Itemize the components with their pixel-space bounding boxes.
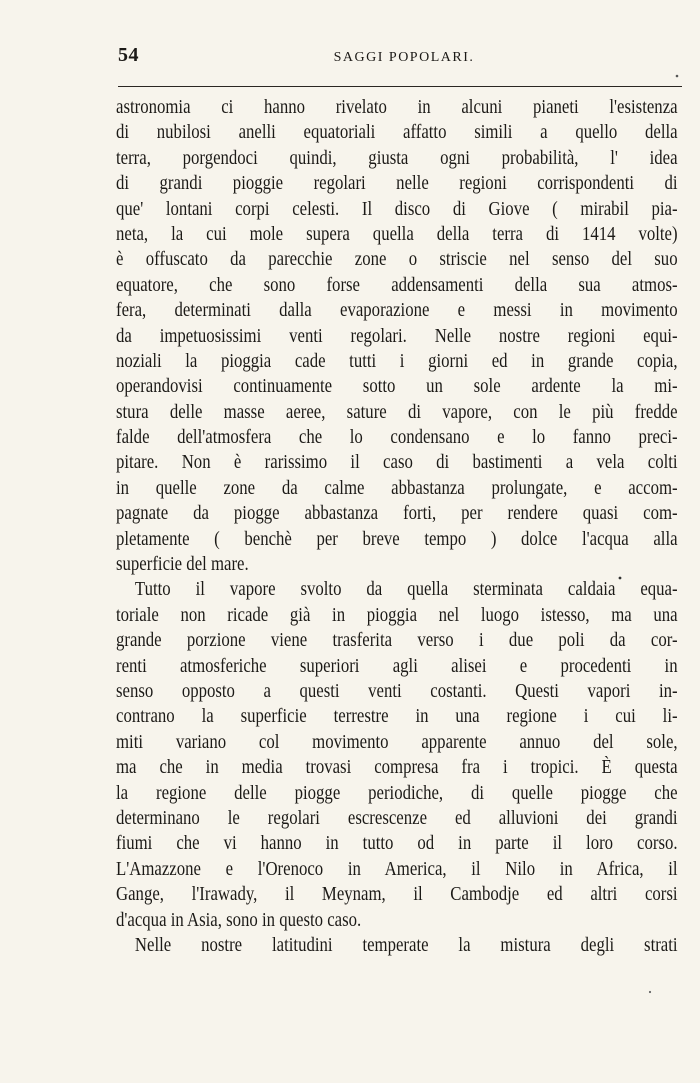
paragraph-end-line: superficie del mare. bbox=[116, 554, 249, 576]
text-line: da impetuosissimi venti regolari. Nelle nostre regioni equi- bbox=[116, 325, 678, 347]
text-line: pletamente ( benchè per breve tempo ) dolce l'acqua alla bbox=[116, 528, 678, 550]
text-line: ma che in media trovasi compresa fra i tropici. È questa bbox=[116, 757, 678, 779]
text-line: que' lontani corpi celesti. Il disco di Giove ( mirabil pia- bbox=[116, 198, 678, 220]
text-line: astronomia ci hanno rivelato in alcuni pianeti l'esistenza bbox=[116, 97, 678, 118]
text-line: falde dell'atmosfera che lo condensano e lo fanno preci- bbox=[116, 427, 678, 449]
text-line: determinano le regolari escrescenze ed alluvioni dei grandi bbox=[116, 807, 678, 829]
text-line: grande porzione viene trasferita verso i due poli da cor- bbox=[116, 630, 678, 652]
text-line: di nubilosi anelli equatoriali affatto simili a quello della bbox=[116, 122, 678, 144]
page-number: 54 bbox=[118, 44, 139, 66]
paragraph-end-line: d'acqua in Asia, sono in questo caso. bbox=[116, 909, 362, 931]
text-line: senso opposto a questi venti costanti. Questi vapori in- bbox=[116, 680, 678, 702]
text-line: renti atmosferiche superiori agli alisei e procedenti in bbox=[116, 655, 678, 677]
text-line: neta, la cui mole supera quella della terra di 1414 volte) bbox=[116, 223, 678, 245]
text-line: L'Amazzone e l'Orenoco in America, il Nilo in Africa, il bbox=[116, 858, 678, 880]
text-line: la regione delle piogge periodiche, di quelle piogge che bbox=[116, 782, 678, 804]
text-line: è offuscato da parecchie zone o striscie nel senso del suo bbox=[116, 249, 678, 271]
paragraph-start-line: Nelle nostre latitudini temperate la mistura degli strati bbox=[134, 934, 678, 956]
text-line: fiumi che vi hanno in tutto od in parte il loro corso. bbox=[116, 833, 678, 855]
paragraph-start-line: Tutto il vapore svolto da quella sterminata caldaia equa- bbox=[134, 579, 678, 601]
text-line: toriale non ricade già in pioggia nel luogo istesso, ma una bbox=[116, 604, 678, 626]
text-line: operandovisi continuamente sotto un sole ardente la mi- bbox=[116, 376, 678, 398]
ink-speck bbox=[619, 577, 622, 580]
text-line: in quelle zone da calme abbastanza prolungate, e accom- bbox=[116, 477, 678, 499]
ink-speck bbox=[649, 991, 651, 993]
text-line: stura delle masse aeree, sature di vapore, con le più fredde bbox=[116, 401, 678, 423]
ink-speck bbox=[676, 75, 679, 78]
text-line: pitare. Non è rarissimo il caso di bastimenti a vela colti bbox=[116, 452, 678, 474]
text-line: di grandi pioggie regolari nelle regioni corrispondenti di bbox=[116, 173, 678, 195]
text-line: fera, determinati dalla evaporazione e messi in movimento bbox=[116, 300, 678, 322]
text-line: contrano la superficie terrestre in una regione i cui li- bbox=[116, 706, 678, 728]
text-line: Gange, l'Irawady, il Meynam, il Cambodje ed altri corsi bbox=[116, 884, 678, 906]
text-line: noziali la pioggia cade tutti i giorni ed in grande copia, bbox=[116, 350, 678, 372]
text-line: pagnate da piogge abbastanza forti, per rendere quasi com- bbox=[116, 503, 678, 525]
text-line: equatore, che sono forse addensamenti della sua atmos- bbox=[116, 274, 678, 296]
text-line: terra, porgendoci quindi, giusta ogni probabilità, l' idea bbox=[116, 147, 678, 169]
running-title: SAGGI POPOLARI. bbox=[333, 50, 475, 65]
text-line: miti variano col movimento apparente annuo del sole, bbox=[116, 731, 678, 753]
